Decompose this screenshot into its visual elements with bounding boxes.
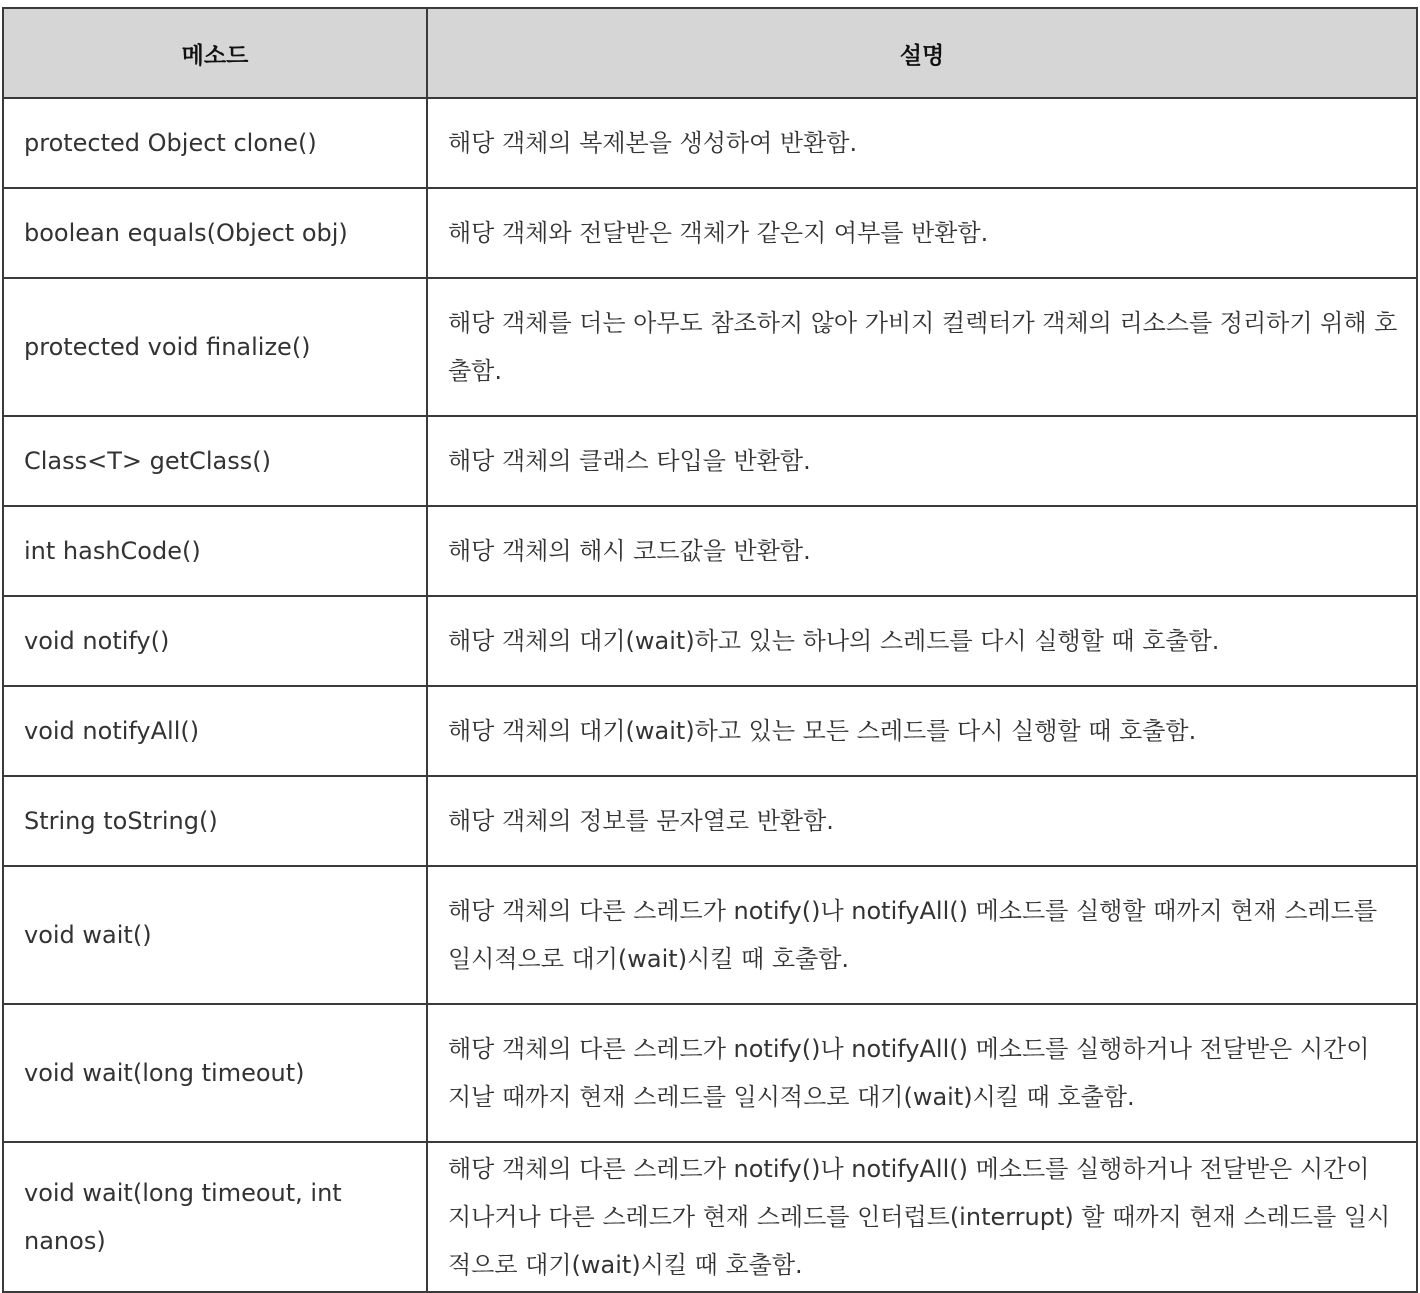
table-row: [3, 596, 1417, 686]
method-cell: String toString(): [3, 776, 427, 866]
description-cell: 해당 객체의 정보를 문자열로 반환함.: [427, 776, 1417, 866]
method-cell: void wait(long timeout, int nanos): [3, 1142, 427, 1292]
table-row: [3, 98, 1417, 188]
table-row: [3, 1142, 1417, 1292]
description-cell: 해당 객체와 전달받은 객체가 같은지 여부를 반환함.: [427, 188, 1417, 278]
table-row: [3, 416, 1417, 506]
table-row: [3, 188, 1417, 278]
table-row: [3, 1004, 1417, 1142]
method-cell: void notifyAll(): [3, 686, 427, 776]
table-body: [3, 98, 1417, 1292]
description-cell: 해당 객체의 다른 스레드가 notify()나 notifyAll() 메소드를 실행하거나 전달받은 시간이 지나거나 다른 스레드가 현재 스레드를 인터럽트(interrupt) 할 때까지 현재 스레드를 일시적으로 대기(wait)시킬 때 호출함.: [427, 1142, 1417, 1292]
method-cell: protected void finalize(): [3, 278, 427, 416]
method-cell: protected Object clone(): [3, 98, 427, 188]
table-row: [3, 686, 1417, 776]
description-cell: 해당 객체의 다른 스레드가 notify()나 notifyAll() 메소드를 실행하거나 전달받은 시간이 지날 때까지 현재 스레드를 일시적으로 대기(wait)시킬 때 호출함.: [427, 1004, 1417, 1142]
table-header: [3, 8, 1417, 98]
object-methods-table: [2, 7, 1418, 1293]
table-row: [3, 776, 1417, 866]
method-cell: void wait(long timeout): [3, 1004, 427, 1142]
header-description: 설명: [427, 8, 1417, 98]
description-cell: 해당 객체를 더는 아무도 참조하지 않아 가비지 컬렉터가 객체의 리소스를 정리하기 위해 호출함.: [427, 278, 1417, 416]
method-cell: boolean equals(Object obj): [3, 188, 427, 278]
table-row: [3, 278, 1417, 416]
table-row: [3, 506, 1417, 596]
object-methods-table-wrapper: [2, 7, 1416, 1293]
method-cell: Class<T> getClass(): [3, 416, 427, 506]
header-method: 메소드: [3, 8, 427, 98]
description-cell: 해당 객체의 해시 코드값을 반환함.: [427, 506, 1417, 596]
description-cell: 해당 객체의 다른 스레드가 notify()나 notifyAll() 메소드를 실행할 때까지 현재 스레드를 일시적으로 대기(wait)시킬 때 호출함.: [427, 866, 1417, 1004]
method-cell: void wait(): [3, 866, 427, 1004]
description-cell: 해당 객체의 복제본을 생성하여 반환함.: [427, 98, 1417, 188]
method-cell: void notify(): [3, 596, 427, 686]
description-cell: 해당 객체의 대기(wait)하고 있는 하나의 스레드를 다시 실행할 때 호출함.: [427, 596, 1417, 686]
table-row: [3, 866, 1417, 1004]
method-cell: int hashCode(): [3, 506, 427, 596]
description-cell: 해당 객체의 클래스 타입을 반환함.: [427, 416, 1417, 506]
description-cell: 해당 객체의 대기(wait)하고 있는 모든 스레드를 다시 실행할 때 호출함.: [427, 686, 1417, 776]
header-row: [3, 8, 1417, 98]
